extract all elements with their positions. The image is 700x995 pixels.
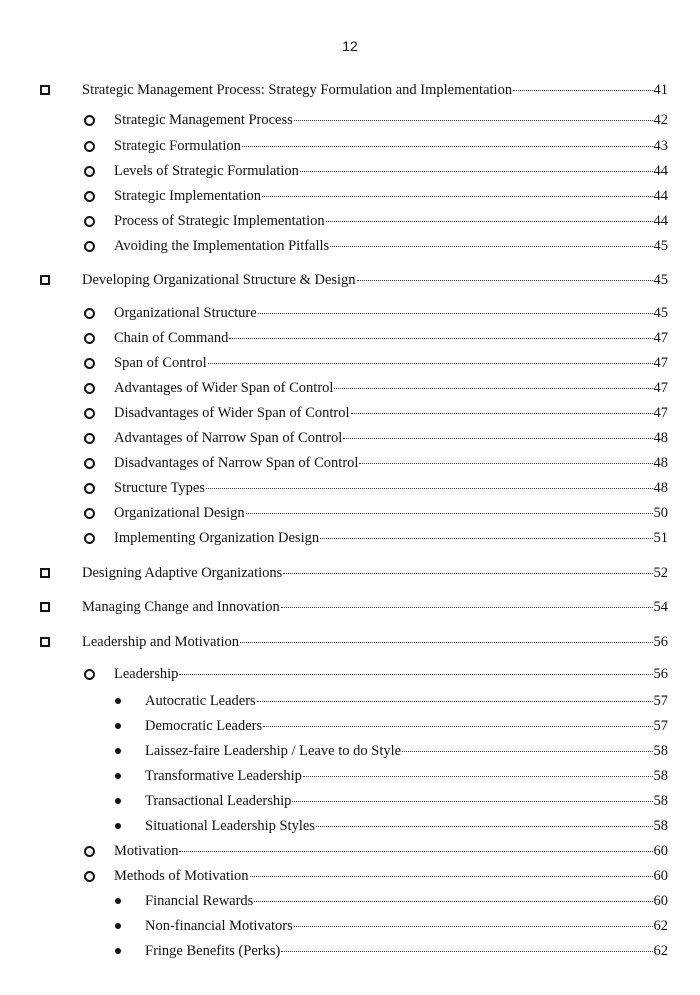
toc-entry-title: Implementing Organization Design bbox=[114, 530, 320, 546]
toc-entry-page: 57 bbox=[653, 693, 668, 709]
dot-leader bbox=[316, 825, 653, 827]
dot-leader bbox=[258, 312, 653, 314]
toc-entry-page: 45 bbox=[653, 272, 668, 288]
toc-entry bbox=[82, 633, 668, 651]
dot-bullet-icon bbox=[115, 898, 121, 904]
dot-leader bbox=[179, 850, 652, 852]
toc-entry bbox=[114, 379, 668, 397]
toc-entry-page: 47 bbox=[653, 405, 668, 421]
dot-leader bbox=[513, 89, 652, 91]
toc-entry bbox=[82, 598, 668, 616]
toc-entry bbox=[114, 329, 668, 347]
dot-bullet-icon bbox=[115, 723, 121, 729]
toc-entry bbox=[145, 742, 668, 760]
checkbox-square-icon bbox=[40, 602, 50, 612]
dot-leader bbox=[300, 170, 653, 172]
dot-leader bbox=[257, 700, 653, 702]
dot-leader bbox=[303, 775, 653, 777]
toc-entry-title: Process of Strategic Implementation bbox=[114, 213, 325, 229]
dot-leader bbox=[254, 900, 652, 902]
toc-entry bbox=[114, 454, 668, 472]
circle-bullet-icon bbox=[84, 483, 95, 494]
dot-leader bbox=[206, 487, 653, 489]
toc-entry bbox=[82, 81, 668, 99]
circle-bullet-icon bbox=[84, 383, 95, 394]
toc-entry bbox=[114, 479, 668, 497]
toc-entry-page: 57 bbox=[653, 718, 668, 734]
toc-entry-page: 45 bbox=[653, 238, 668, 254]
toc-entry-page: 56 bbox=[653, 634, 668, 650]
toc-entry-page: 62 bbox=[653, 943, 668, 959]
toc-entry-page: 51 bbox=[653, 530, 668, 546]
dot-bullet-icon bbox=[115, 948, 121, 954]
toc-entry-title: Strategic Implementation bbox=[114, 188, 261, 204]
toc-entry-title: Advantages of Narrow Span of Control bbox=[114, 430, 343, 446]
toc-entry-page: 60 bbox=[653, 893, 668, 909]
toc-entry-title: Managing Change and Innovation bbox=[82, 599, 280, 615]
dot-leader bbox=[263, 725, 652, 727]
circle-bullet-icon bbox=[84, 508, 95, 519]
dot-bullet-icon bbox=[115, 923, 121, 929]
circle-bullet-icon bbox=[84, 433, 95, 444]
circle-bullet-icon bbox=[84, 458, 95, 469]
dot-bullet-icon bbox=[115, 748, 121, 754]
circle-bullet-icon bbox=[84, 669, 95, 680]
toc-entry-title: Designing Adaptive Organizations bbox=[82, 565, 283, 581]
dot-leader bbox=[281, 950, 652, 952]
toc-entry-title: Financial Rewards bbox=[145, 893, 254, 909]
dot-leader bbox=[351, 412, 653, 414]
toc-entry-page: 62 bbox=[653, 918, 668, 934]
dot-leader bbox=[262, 195, 653, 197]
toc-entry-title: Advantages of Wider Span of Control bbox=[114, 380, 334, 396]
toc-entry-title: Laissez-faire Leadership / Leave to do Style bbox=[145, 743, 402, 759]
toc-entry-page: 41 bbox=[653, 82, 668, 98]
toc-entry-title: Strategic Formulation bbox=[114, 138, 241, 154]
toc-entry bbox=[114, 187, 668, 205]
toc-entry-page: 52 bbox=[653, 565, 668, 581]
toc-entry bbox=[114, 429, 668, 447]
dot-bullet-icon bbox=[115, 823, 121, 829]
toc-entry-page: 44 bbox=[653, 213, 668, 229]
toc-entry-page: 44 bbox=[653, 163, 668, 179]
dot-leader bbox=[283, 572, 652, 574]
toc-entry-page: 56 bbox=[653, 666, 668, 682]
toc-entry bbox=[114, 111, 668, 129]
toc-entry bbox=[145, 892, 668, 910]
toc-entry-title: Situational Leadership Styles bbox=[145, 818, 315, 834]
circle-bullet-icon bbox=[84, 846, 95, 857]
toc-entry-page: 54 bbox=[653, 599, 668, 615]
toc-entry-page: 60 bbox=[653, 843, 668, 859]
toc-entry-title: Autocratic Leaders bbox=[145, 693, 256, 709]
circle-bullet-icon bbox=[84, 533, 95, 544]
toc-entry bbox=[145, 692, 668, 710]
toc-entry-title: Fringe Benefits (Perks) bbox=[145, 943, 281, 959]
circle-bullet-icon bbox=[84, 871, 95, 882]
circle-bullet-icon bbox=[84, 358, 95, 369]
toc-entry-page: 42 bbox=[653, 112, 668, 128]
toc-entry-title: Non-financial Motivators bbox=[145, 918, 293, 934]
circle-bullet-icon bbox=[84, 191, 95, 202]
toc-entry bbox=[145, 717, 668, 735]
toc-entry-title: Leadership bbox=[114, 666, 179, 682]
dot-leader bbox=[229, 337, 652, 339]
toc-entry bbox=[114, 212, 668, 230]
toc-entry-title: Methods of Motivation bbox=[114, 868, 249, 884]
toc-entry-page: 47 bbox=[653, 380, 668, 396]
dot-bullet-icon bbox=[115, 798, 121, 804]
checkbox-square-icon bbox=[40, 275, 50, 285]
toc-entry bbox=[145, 792, 668, 810]
toc-entry bbox=[82, 564, 668, 582]
toc-entry bbox=[145, 817, 668, 835]
circle-bullet-icon bbox=[84, 115, 95, 126]
dot-leader bbox=[246, 512, 653, 514]
circle-bullet-icon bbox=[84, 408, 95, 419]
page-number: 12 bbox=[342, 38, 358, 54]
toc-entry-title: Motivation bbox=[114, 843, 179, 859]
toc-entry-title: Strategic Management Process bbox=[114, 112, 293, 128]
toc-entry-page: 48 bbox=[653, 430, 668, 446]
circle-bullet-icon bbox=[84, 216, 95, 227]
toc-entry bbox=[114, 867, 668, 885]
dot-bullet-icon bbox=[115, 698, 121, 704]
dot-leader bbox=[240, 641, 652, 643]
toc-entry bbox=[145, 917, 668, 935]
toc-entry-title: Organizational Design bbox=[114, 505, 245, 521]
toc-entry-title: Developing Organizational Structure & Design bbox=[82, 272, 356, 288]
toc-entry-title: Structure Types bbox=[114, 480, 205, 496]
dot-leader bbox=[330, 245, 652, 247]
circle-bullet-icon bbox=[84, 308, 95, 319]
circle-bullet-icon bbox=[84, 333, 95, 344]
dot-leader bbox=[357, 279, 653, 281]
toc-entry-title: Transformative Leadership bbox=[145, 768, 302, 784]
toc-entry-title: Transactional Leadership bbox=[145, 793, 292, 809]
toc-entry bbox=[114, 842, 668, 860]
toc-entry-title: Leadership and Motivation bbox=[82, 634, 240, 650]
dot-leader bbox=[402, 750, 652, 752]
toc-entry bbox=[114, 237, 668, 255]
dot-leader bbox=[208, 362, 653, 364]
toc-entry bbox=[114, 137, 668, 155]
dot-leader bbox=[281, 606, 653, 608]
dot-leader bbox=[294, 925, 653, 927]
toc-entry-title: Organizational Structure bbox=[114, 305, 257, 321]
circle-bullet-icon bbox=[84, 141, 95, 152]
toc-entry bbox=[114, 529, 668, 547]
toc-entry-page: 58 bbox=[653, 768, 668, 784]
toc-entry-title: Levels of Strategic Formulation bbox=[114, 163, 299, 179]
dot-leader bbox=[359, 462, 652, 464]
toc-entry bbox=[114, 504, 668, 522]
toc-entry bbox=[145, 767, 668, 785]
dot-leader bbox=[294, 119, 653, 121]
dot-leader bbox=[326, 220, 653, 222]
dot-leader bbox=[179, 673, 652, 675]
toc-entry bbox=[145, 942, 668, 960]
checkbox-square-icon bbox=[40, 637, 50, 647]
toc-entry-title: Strategic Management Process: Strategy Formulation and Implementation bbox=[82, 82, 513, 98]
toc-entry-page: 60 bbox=[653, 868, 668, 884]
toc-entry-page: 47 bbox=[653, 330, 668, 346]
dot-leader bbox=[343, 437, 652, 439]
checkbox-square-icon bbox=[40, 85, 50, 95]
toc-entry bbox=[82, 271, 668, 289]
toc-entry-page: 44 bbox=[653, 188, 668, 204]
toc-entry bbox=[114, 354, 668, 372]
toc-entry-title: Democratic Leaders bbox=[145, 718, 263, 734]
toc-entry-page: 45 bbox=[653, 305, 668, 321]
toc-entry-page: 48 bbox=[653, 455, 668, 471]
dot-leader bbox=[320, 537, 652, 539]
circle-bullet-icon bbox=[84, 166, 95, 177]
toc-entry-page: 47 bbox=[653, 355, 668, 371]
toc-entry bbox=[114, 162, 668, 180]
circle-bullet-icon bbox=[84, 241, 95, 252]
dot-leader bbox=[334, 387, 652, 389]
toc-entry-page: 58 bbox=[653, 818, 668, 834]
toc-entry bbox=[114, 404, 668, 422]
toc-entry-title: Avoiding the Implementation Pitfalls bbox=[114, 238, 330, 254]
toc-entry-title: Span of Control bbox=[114, 355, 207, 371]
toc-entry-page: 58 bbox=[653, 743, 668, 759]
toc-entry-page: 48 bbox=[653, 480, 668, 496]
toc-entry bbox=[114, 665, 668, 683]
toc-entry-title: Chain of Command bbox=[114, 330, 229, 346]
dot-bullet-icon bbox=[115, 773, 121, 779]
dot-leader bbox=[292, 800, 652, 802]
checkbox-square-icon bbox=[40, 568, 50, 578]
toc-entry-title: Disadvantages of Narrow Span of Control bbox=[114, 455, 359, 471]
dot-leader bbox=[250, 875, 653, 877]
toc-entry bbox=[114, 304, 668, 322]
dot-leader bbox=[242, 145, 653, 147]
toc-entry-page: 43 bbox=[653, 138, 668, 154]
toc-entry-page: 50 bbox=[653, 505, 668, 521]
toc-entry-title: Disadvantages of Wider Span of Control bbox=[114, 405, 350, 421]
toc-entry-page: 58 bbox=[653, 793, 668, 809]
